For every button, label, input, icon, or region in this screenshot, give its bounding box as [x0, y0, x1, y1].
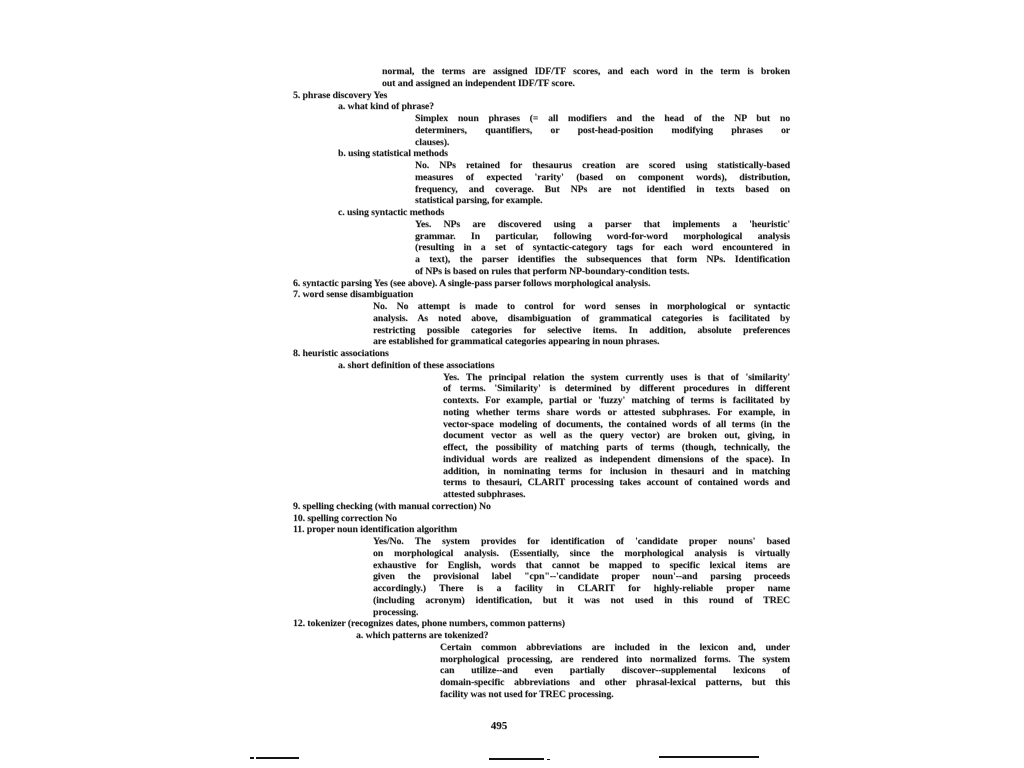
- text-line: terms to thesauri, CLARIT processing takes account of contained words and: [443, 477, 790, 489]
- text-line: clauses).: [415, 136, 450, 148]
- text-line: Yes. The principal relation the system currently uses is that of 'similarity': [443, 371, 790, 383]
- text-line: a. which patterns are tokenized?: [356, 630, 489, 641]
- text-line: attested subphrases.: [443, 489, 526, 500]
- text-line: noting whether terms share words or attested subphrases. For example, in: [443, 406, 790, 418]
- text-line: analysis. As noted above, disambiguation of grammatical categories is facilitated by: [373, 312, 790, 324]
- text-line: 9. spelling checking (with manual correction) No: [293, 500, 491, 512]
- text-line: frequency, and coverage. But NPs are not identified in texts based on: [415, 183, 790, 195]
- text-line: determiners, quantifiers, or post-head-position modifying phrases or: [415, 124, 790, 136]
- page-number: 495: [490, 720, 508, 732]
- text-line: are established for grammatical categories appearing in noun phrases.: [373, 336, 660, 348]
- text-line: vector-space modeling of documents, the contained words of all terms (in the: [443, 418, 790, 430]
- text-line: domain-specific abbreviations and other phrasal-lexical patterns, but this: [440, 677, 790, 688]
- text-line: c. using syntactic methods: [338, 207, 445, 218]
- text-line: processing.: [373, 606, 419, 618]
- scan-artifact-line-1: [256, 757, 299, 759]
- text-line: a text), the parser identifies the subsequences that form NPs. Identification: [415, 254, 790, 265]
- text-line: of NPs is based on rules that perform NP-boundary-condition tests.: [415, 265, 690, 277]
- text-line: contexts. For example, partial or 'fuzzy' matching of terms is facilitated by: [443, 395, 790, 406]
- text-line: Simplex noun phrases (= all modifiers and the head of the NP but no: [415, 113, 790, 124]
- text-line: 10. spelling correction No: [293, 512, 397, 524]
- scan-artifact-dash: [250, 757, 254, 759]
- text-line: out and assigned an independent IDF/TF score.: [382, 77, 575, 89]
- text-line: effect, the possibility of matching parts of terms (though, technically, the: [443, 442, 790, 453]
- scan-artifact-dot: [547, 759, 550, 761]
- text-line: 12. tokenizer (recognizes dates, phone numbers, common patterns): [293, 618, 565, 630]
- text-line: individual words are realized as independent dimensions of the space). In: [443, 453, 790, 465]
- text-line: 7. word sense disambiguation: [293, 289, 414, 301]
- text-line: a. what kind of phrase?: [338, 101, 434, 113]
- text-line: can utilize--and even partially discover--supplemental lexicons of: [440, 665, 790, 677]
- text-line: 6. syntactic parsing Yes (see above). A single-pass parser follows morphological analysis.: [293, 277, 651, 289]
- text-line: No. No attempt is made to control for word senses in morphological or syntactic: [373, 301, 790, 312]
- scan-artifact-line-3: [659, 756, 759, 758]
- text-line: normal, the terms are assigned IDF/TF scores, and each word in the term is broken: [382, 66, 790, 77]
- text-line: accordingly.) There is a facility in CLARIT for highly-reliable proper name: [373, 583, 790, 594]
- text-line: a. short definition of these associations: [338, 359, 495, 371]
- text-line: (resulting in a set of syntactic-category tags for each word encountered in: [415, 242, 790, 254]
- text-line: of terms. 'Similarity' is determined by different procedures in different: [443, 383, 790, 395]
- text-line: addition, in nominating terms for inclusion in thesauri and in matching: [443, 465, 790, 477]
- text-line: Certain common abbreviations are included in the lexicon and, under: [440, 641, 790, 653]
- text-line: No. NPs retained for thesaurus creation are scored using statistically-based: [415, 160, 790, 171]
- text-line: b. using statistical methods: [338, 148, 448, 160]
- text-line: given the provisional label "cpn"--'candidate proper noun'--and parsing proceeds: [373, 571, 790, 583]
- text-line: restricting possible categories for selective items. In addition, absolute preferences: [373, 324, 790, 336]
- text-line: Yes/No. The system provides for identification of 'candidate proper nouns' based: [373, 536, 790, 547]
- text-line: facility was not used for TREC processing.: [440, 688, 614, 700]
- text-line: 5. phrase discovery Yes: [293, 89, 388, 101]
- scan-artifact-line-2: [489, 758, 544, 760]
- text-line: 11. proper noun identification algorithm: [293, 524, 458, 536]
- text-line: statistical parsing, for example.: [415, 195, 543, 207]
- text-line: 8. heuristic associations: [293, 348, 389, 359]
- text-line: exhaustive for English, words that cannot be mapped to specific lexical items are: [373, 559, 790, 571]
- text-line: grammar. In particular, following word-for-word morphological analysis: [415, 230, 790, 242]
- text-line: (including acronym) identification, but it was not used in this round of TREC: [373, 594, 790, 606]
- text-line: morphological processing, are rendered into normalized forms. The system: [440, 653, 790, 665]
- document-lines: [293, 66, 793, 701]
- text-line: Yes. NPs are discovered using a parser that implements a 'heuristic': [415, 218, 790, 230]
- text-line: on morphological analysis. (Essentially, since the morphological analysis is virtually: [373, 547, 790, 559]
- text-line: document vector as well as the query vector) are broken out, giving, in: [443, 430, 790, 442]
- text-line: measures of expected 'rarity' (based on component words), distribution,: [415, 171, 790, 183]
